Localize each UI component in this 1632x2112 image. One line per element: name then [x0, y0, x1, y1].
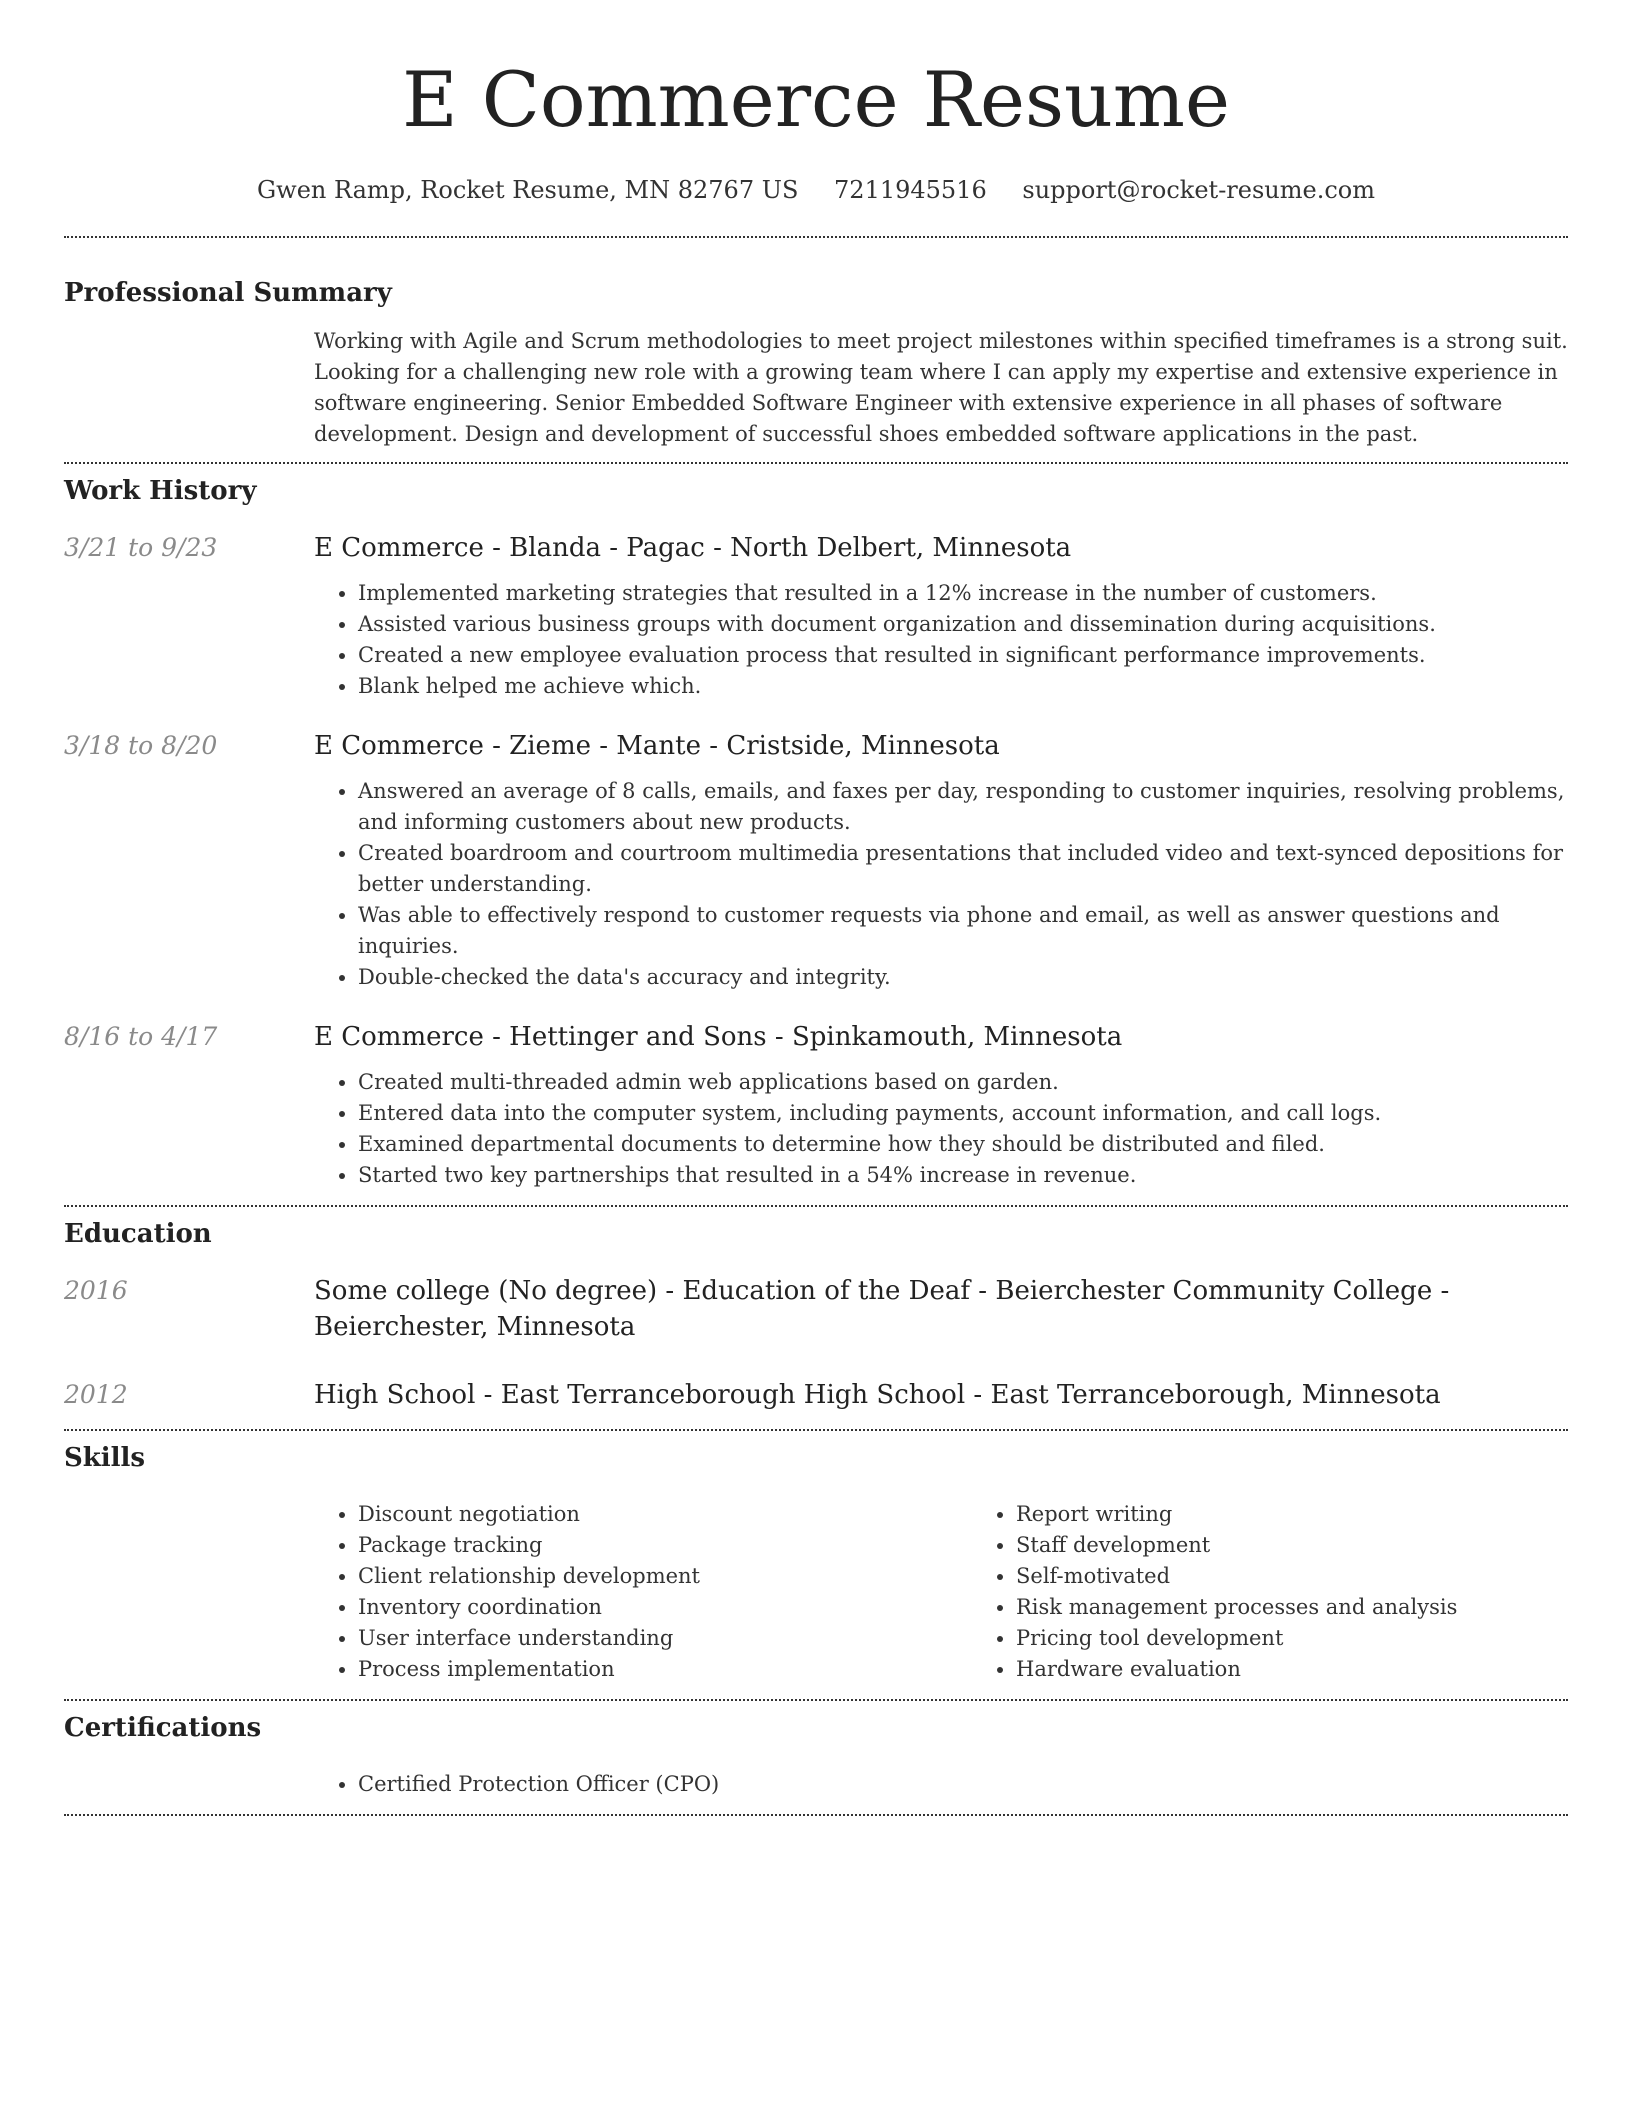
certifications-list	[314, 1769, 1568, 1800]
certifications-section	[64, 1711, 1568, 1800]
list-item: • Examined departmental documents to determine how they should be distributed and filed.	[358, 1129, 1568, 1160]
skills-section	[64, 1441, 1568, 1685]
education-year: 2012	[64, 1380, 128, 1409]
skills-list-left	[314, 1499, 972, 1685]
job-bullets	[314, 776, 1568, 993]
contact-email: support@rocket-resume.com	[1022, 176, 1375, 204]
list-item: • Hardware evaluation	[1016, 1654, 1630, 1685]
divider	[64, 1699, 1568, 1701]
summary-section	[64, 276, 1568, 450]
list-item: • Started two key partnerships that resulted in a 54% increase in revenue.	[358, 1160, 1568, 1191]
list-item: • Created boardroom and courtroom multimedia presentations that included video and text-synced depositions for better understanding.	[358, 838, 1568, 900]
job-bullets	[314, 1067, 1568, 1191]
list-item: • Inventory coordination	[358, 1592, 972, 1623]
job-dates: 3/18 to 8/20	[64, 731, 218, 760]
education-entry	[64, 1377, 1568, 1413]
list-item: • Blank helped me achieve which.	[358, 671, 1568, 702]
education-text: Some college (No degree) - Education of the Deaf - Beierchester Community College - Beierchester, Minnesota	[314, 1276, 1450, 1342]
divider	[64, 1429, 1568, 1431]
job-entry	[64, 1019, 1568, 1191]
skills-list-right	[972, 1499, 1630, 1685]
list-item: • Package tracking	[358, 1530, 972, 1561]
list-item: • Pricing tool development	[1016, 1623, 1630, 1654]
list-item: • Implemented marketing strategies that resulted in a 12% increase in the number of customers.	[358, 578, 1568, 609]
list-item: • Client relationship development	[358, 1561, 972, 1592]
job-title: E Commerce - Hettinger and Sons - Spinkamouth, Minnesota	[314, 1022, 1123, 1052]
job-dates: 3/21 to 9/23	[64, 533, 218, 562]
education-section	[64, 1217, 1568, 1413]
education-heading: Education	[64, 1219, 212, 1249]
list-item: • Risk management processes and analysis	[1016, 1592, 1630, 1623]
list-item: • Was able to effectively respond to customer requests via phone and email, as well as answer questions and inquiries.	[358, 900, 1568, 962]
work-history-section	[64, 474, 1568, 1191]
list-item: • Double-checked the data's accuracy and integrity.	[358, 962, 1568, 993]
list-item: • Certified Protection Officer (CPO)	[358, 1769, 1568, 1800]
work-history-heading: Work History	[64, 476, 257, 506]
job-title: E Commerce - Zieme - Mante - Cristside, Minnesota	[314, 731, 1000, 761]
job-entry	[64, 530, 1568, 702]
contact-phone: 7211945516	[834, 176, 987, 204]
divider	[64, 1814, 1568, 1816]
list-item: • User interface understanding	[358, 1623, 972, 1654]
list-item: • Self-motivated	[1016, 1561, 1630, 1592]
education-text: High School - East Terranceborough High School - East Terranceborough, Minnesota	[314, 1380, 1441, 1410]
job-bullets	[314, 578, 1568, 702]
list-item: • Answered an average of 8 calls, emails, and faxes per day, responding to customer inquiries, resolving problems, and informing customers about new products.	[358, 776, 1568, 838]
list-item: • Assisted various business groups with document organization and dissemination during acquisitions.	[358, 609, 1568, 640]
summary-heading: Professional Summary	[64, 278, 392, 308]
contact-address: Gwen Ramp, Rocket Resume, MN 82767 US	[256, 176, 799, 204]
list-item: • Staff development	[1016, 1530, 1630, 1561]
list-item: • Report writing	[1016, 1499, 1630, 1530]
job-title: E Commerce - Blanda - Pagac - North Delbert, Minnesota	[314, 533, 1072, 563]
skills-heading: Skills	[64, 1443, 146, 1473]
list-item: • Process implementation	[358, 1654, 972, 1685]
list-item: • Created multi-threaded admin web applications based on garden.	[358, 1067, 1568, 1098]
education-year: 2016	[64, 1276, 128, 1305]
education-entry	[64, 1273, 1568, 1345]
job-dates: 8/16 to 4/17	[64, 1022, 218, 1051]
divider	[64, 236, 1568, 238]
list-item: • Created a new employee evaluation process that resulted in significant performance improvements.	[358, 640, 1568, 671]
resume-title: E Commerce Resume	[402, 55, 1230, 144]
list-item: • Discount negotiation	[358, 1499, 972, 1530]
job-entry	[64, 728, 1568, 993]
list-item: • Entered data into the computer system, including payments, account information, and call logs.	[358, 1098, 1568, 1129]
contact-line	[64, 174, 1568, 206]
divider	[64, 462, 1568, 464]
certifications-heading: Certifications	[64, 1713, 262, 1743]
divider	[64, 1205, 1568, 1207]
summary-text: Working with Agile and Scrum methodologies to meet project milestones within specified timeframes is a strong suit. Looking for a challenging new role with a growing team where I can apply my expertise and extensive experience in software engineering. Senior Embedded Software Engineer with extensive experience in all phases of software development. Design and development of successful shoes embedded software applications in the past.	[314, 329, 1568, 446]
